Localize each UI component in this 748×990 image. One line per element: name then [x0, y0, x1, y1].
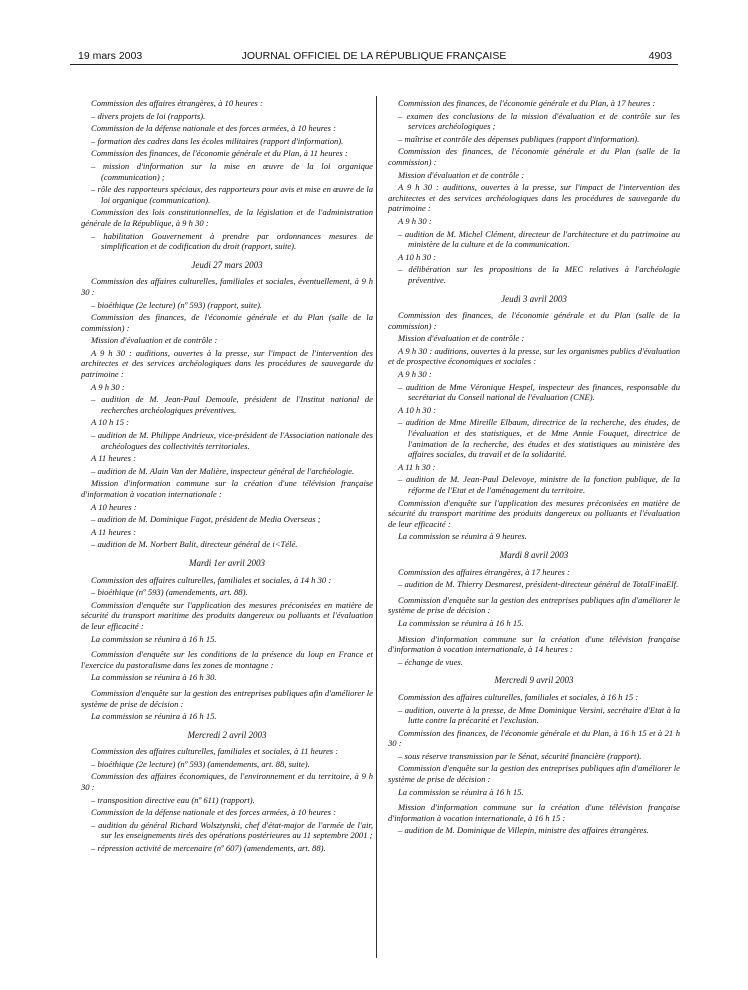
session-heading: Mission d'information commune sur la création d'une télévision française d'information à vocation internationale, à 16 h 15 :	[388, 802, 680, 823]
session-heading: Commission d'enquête sur l'application des mesures préconisées en matière de sécurité du transport maritime des produits dangereux ou polluants et l'évaluation de leur efficacité :	[388, 497, 680, 529]
day-heading: Mardi 8 avril 2003	[499, 549, 569, 560]
schedule-line: La commission se réunira à 16 h 15.	[398, 786, 524, 797]
agenda-item: – habilitation Gouvernement à prendre par ordonnances mesures de simplification et de codification du droit (rapport, suite).	[91, 230, 373, 252]
agenda-item: – audition du général Richard Wolsztynski, chef d'état-major de l'armée de l'air, sur les enseignements tirés des opérations postérieures au 11 septembre 2001 ;	[91, 819, 373, 841]
session-heading: A 9 h 30 : auditions, ouvertes à la presse, sur les organismes publics d'évaluation et de prospective économiques et sociales :	[388, 345, 680, 367]
session-heading: Mission d'information commune sur la création d'une télévision française d'information à vocation internationale :	[81, 478, 373, 499]
day-heading: Mardi 1er avril 2003	[189, 557, 265, 568]
session-heading: Commission d'enquête sur la gestion des entreprises publiques afin d'améliorer le système de prise de décision :	[388, 594, 680, 616]
agenda-item: – audition de M. Dominique de Villepin, ministre des affaires étrangères.	[398, 825, 649, 836]
agenda-item: – audition de M. Jean-Paul Demoule, président de l'Institut national de recherches archéologiques préventives.	[91, 394, 373, 415]
agenda-item: – maîtrise et contrôle des dépenses publiques (rapport d'information).	[398, 133, 640, 144]
agenda-item: – formation des cadres dans les écoles militaires (rapport d'information).	[91, 135, 344, 146]
session-heading: Commission des affaires étrangères, à 10 heures :	[91, 98, 263, 108]
agenda-item: – audition de M. Dominique Fagot, président de Media Overseas ;	[91, 514, 321, 525]
agenda-item: – répression activité de mercenaire (nº 607) (amendements, art. 88).	[91, 843, 326, 854]
session-heading: Commission des finances, de l'économie générale et du Plan (salle de la commission) :	[81, 312, 373, 333]
session-heading: A 9 h 30 : auditions, ouvertes à la presse, sur l'impact de l'intervention des architectes et des services archéologiques dans les procédures de sauvegarde du patrimoine :	[388, 182, 680, 214]
schedule-line: A 10 heures :	[91, 501, 137, 512]
agenda-item: – bioéthique (2e lecture) (nº 593) (amendements, art. 88, suite).	[91, 758, 310, 769]
schedule-line: La commission se réunira à 16 h 15.	[91, 633, 217, 644]
session-heading: Commission d'enquête sur la gestion des entreprises publiques afin d'améliorer le système de prise de décision :	[81, 687, 373, 709]
agenda-item: – bioéthique (2e lecture) (nº 593) (rapport, suite).	[91, 299, 263, 310]
day-heading: Jeudi 3 avril 2003	[501, 293, 567, 304]
agenda-item: – audition de M. Norbert Balit, directeur général de i<Télé.	[91, 539, 298, 550]
right-column	[388, 98, 680, 838]
session-heading: Commission d'enquête sur les conditions de la présence du loup en France et l'exercice du pastoralisme dans les zones de montagne :	[81, 649, 373, 670]
column-divider	[376, 96, 377, 958]
agenda-item: – audition de M. Philippe Andrieux, vice-président de l'Association nationale des archéologues des collectivités territoriales.	[91, 430, 373, 451]
agenda-item: – sous réserve transmission par le Sénat, sécurité financière (rapport).	[398, 750, 642, 761]
agenda-item: – audition de Mme Véronique Hespel, inspecteur des finances, responsable du secrétariat du Conseil national de l'évaluation (CNE).	[398, 381, 680, 403]
agenda-item: – échange de vues.	[398, 656, 463, 667]
session-heading: Commission de la défense nationale et des forces armées, à 10 heures :	[91, 123, 336, 134]
session-heading: Commission des lois constitutionnelles, de la législation et de l'administration générale de la République, à 9 h 30 :	[81, 207, 373, 228]
agenda-item: – audition, ouverte à la presse, de Mme Dominique Versini, secrétaire d'Etat à la lutte contre la précarité et l'exclusion.	[398, 704, 680, 726]
header-date: 19 mars 2003	[78, 50, 143, 62]
agenda-item: – audition de M. Michel Clément, directeur de l'architecture et du patrimoine au ministère de la culture et de la communication.	[398, 228, 680, 250]
schedule-line: La commission se réunira à 16 h 30.	[91, 672, 217, 683]
page-number: 4903	[648, 50, 672, 62]
header-rule	[70, 64, 678, 65]
agenda-item: – divers projets de loi (rapports).	[91, 110, 206, 121]
session-heading: Commission des finances, de l'économie générale et du Plan, à 17 heures :	[398, 98, 656, 108]
day-heading: Mercredi 2 avril 2003	[187, 729, 267, 740]
session-heading: Commission d'enquête sur la gestion des entreprises publiques afin d'améliorer le système de prise de décision :	[388, 763, 680, 785]
agenda-item: – audition de M. Jean-Paul Delevoye, ministre de la fonction publique, de la réforme de l'Etat et de l'aménagement du territoire.	[398, 474, 680, 495]
schedule-line: Mission d'évaluation et de contrôle :	[398, 169, 525, 180]
session-heading: Commission des affaires culturelles, familiales et sociales, à 11 heures :	[91, 746, 339, 757]
schedule-line: A 9 h 30 :	[91, 381, 125, 392]
agenda-item: – mission d'information sur la mise en œuvre de la loi organique (communication) ;	[91, 160, 373, 182]
session-heading: Commission d'enquête sur l'application des mesures préconisées en matière de sécurité du transport maritime des produits dangereux ou polluants et l'évaluation de leur efficacité :	[81, 599, 373, 631]
schedule-line: La commission se réunira à 16 h 15.	[91, 711, 217, 722]
agenda-item: – examen des conclusions de la mission d'évaluation et de contrôle sur les services archéologiques ;	[398, 110, 680, 132]
schedule-line: A 9 h 30 :	[398, 215, 432, 226]
agenda-item: – transposition directive eau (nº 611) (rapport).	[91, 794, 255, 805]
schedule-line: La commission se réunira à 16 h 15.	[398, 617, 524, 628]
session-heading: Mission d'information commune sur la création d'une télévision française d'information à vocation internationale, à 14 heures :	[388, 633, 680, 655]
session-heading: Commission des affaires culturelles, familiales et sociales, à 16 h 15 :	[398, 691, 639, 702]
agenda-item: – audition de Mme Mireille Elbaum, directrice de la recherche, des études, de l'évaluation et des statistiques, et de Mme Annie Fouquet, directrice de l'animation de la recherche, des études et des statistiques au ministère des affaires sociales, du travail et de la solidarité.	[398, 417, 680, 460]
session-heading: Commission des affaires économiques, de l'environnement et du territoire, à 9 h 30 :	[81, 771, 373, 793]
schedule-line: A 10 h 30 :	[398, 251, 437, 262]
schedule-line: A 11 h 30 :	[398, 461, 436, 472]
agenda-item: – délibération sur les propositions de la MEC relatives à l'archéologie préventive.	[398, 264, 680, 285]
session-heading: Commission de la défense nationale et des forces armées, à 10 heures :	[91, 807, 336, 818]
left-column	[81, 98, 373, 856]
agenda-item: – audition de M. Thierry Desmarest, président-directeur général de TotalFinaElf.	[398, 579, 679, 590]
schedule-line: A 10 h 30 :	[398, 404, 437, 415]
session-heading: Commission des affaires étrangères, à 17 heures :	[398, 566, 570, 577]
session-heading: Commission des affaires culturelles, familiales et sociales, à 14 h 30 :	[91, 574, 332, 585]
schedule-line: A 10 h 15 :	[91, 417, 130, 428]
session-heading: Commission des affaires culturelles, familiales et sociales, éventuellement, à 9 h 30 :	[81, 276, 373, 297]
session-heading: A 9 h 30 : auditions, ouvertes à la presse, sur l'impact de l'intervention des architectes et des services archéologiques dans les procédures de sauvegarde du patrimoine :	[81, 347, 373, 380]
session-heading: Commission des finances, de l'économie générale et du Plan (salle de la commission) :	[388, 146, 680, 167]
agenda-item: – bioéthique (nº 593) (amendements, art. 88).	[91, 587, 248, 598]
schedule-line: Mission d'évaluation et de contrôle :	[398, 333, 525, 344]
schedule-line: La commission se réunira à 9 heures.	[398, 531, 527, 542]
agenda-item: – audition de M. Alain Van der Malière, inspecteur général de l'archéologie.	[91, 465, 355, 476]
session-heading: Commission des finances, de l'économie générale et du Plan, à 16 h 15 et à 21 h 30 :	[388, 727, 680, 749]
agenda-item: – rôle des rapporteurs spéciaux, des rapporteurs pour avis et mise en œuvre de la loi organique (communication).	[91, 184, 373, 205]
schedule-line: A 9 h 30 :	[398, 369, 432, 380]
day-heading: Mercredi 9 avril 2003	[494, 675, 574, 686]
session-heading: Commission des finances, de l'économie générale et du Plan (salle de la commission) :	[388, 310, 680, 331]
schedule-line: A 11 heures :	[91, 453, 136, 464]
session-heading: Commission des finances, de l'économie générale et du Plan, à 11 heures :	[91, 148, 348, 159]
schedule-line: Mission d'évaluation et de contrôle :	[91, 335, 218, 346]
schedule-line: A 11 heures :	[91, 526, 136, 537]
page-header	[70, 46, 678, 66]
journal-title: JOURNAL OFFICIEL DE LA RÉPUBLIQUE FRANÇAISE	[241, 50, 507, 62]
day-heading: Jeudi 27 mars 2003	[191, 259, 263, 270]
